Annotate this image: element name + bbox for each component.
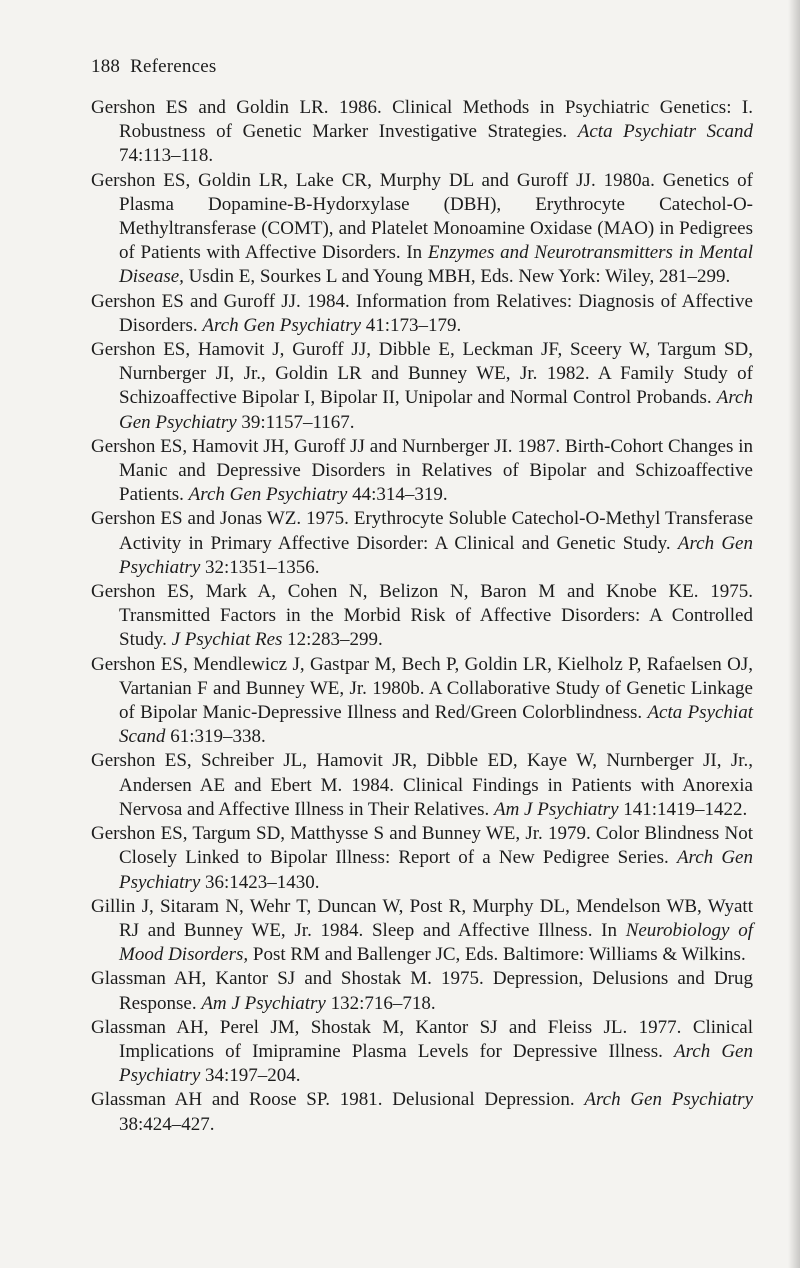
reference-entry (91, 653, 753, 750)
reference-text: Gershon ES and Guroff JJ. 1984. Information from Relatives: Diagnosis of Affective Disorders. (91, 290, 753, 336)
reference-entry (91, 290, 753, 338)
reference-text: Gershon ES and Goldin LR. 1986. Clinical Methods in Psychiatric Genetics: I. Robustness of Genetic Marker Investigative Strategies. (91, 97, 753, 143)
reference-citation: 12:283–299. (282, 629, 383, 651)
reference-journal: Arch Gen Psychiatry (119, 847, 753, 893)
reference-text: Glassman AH and Roose SP. 1981. Delusional Depression. (91, 1089, 585, 1111)
reference-journal: Arch Gen Psychiatry (119, 387, 753, 433)
page-edge-shadow (788, 0, 800, 1268)
reference-entry (91, 749, 753, 822)
reference-citation: 74:113–118. (119, 145, 214, 167)
reference-journal: Arch Gen Psychiatry (119, 1040, 753, 1087)
reference-text: Gershon ES, Targum SD, Matthysse S and Bunney WE, Jr. 1979. Color Blindness Not Closely Linked to Bipolar Illness: Report of a New Pedigree Series. (91, 823, 753, 869)
reference-citation: 132:716–718. (325, 992, 436, 1014)
reference-list (91, 96, 753, 1137)
reference-journal: Am J Psychiatry (201, 992, 326, 1014)
reference-entry (91, 580, 753, 653)
reference-journal: Arch Gen Psychiatry (119, 532, 753, 578)
reference-text: Gershon ES, Mendlewicz J, Gastpar M, Bech P, Goldin LR, Kielholz P, Rafaelsen OJ, Vartanian F and Bunney WE, Jr. 1980b. A Collaborative Study of Genetic Linkage of Bipolar Manic-Depressive Illness and Red/Green Colorblindness. (91, 653, 753, 724)
reference-text: Gershon ES, Hamovit J, Guroff JJ, Dibble E, Leckman JF, Sceery W, Targum SD, Nurnberger JI, Jr., Goldin LR and Bunney WE, Jr. 1982. A Family Study of Schizoaffective Bipolar I, Bipolar II, Unipolar and Normal Control Probands. (91, 339, 753, 409)
reference-journal: Acta Psychiat Scand (119, 702, 753, 748)
reference-citation: 36:1423–1430. (200, 871, 320, 893)
reference-text: Gershon ES, Goldin LR, Lake CR, Murphy DL and Guroff JJ. 1980a. Genetics of Plasma Dopamine-B-Hydorxylase (DBH), Erythrocyte Catechol-O-Methyltransferase (COMT), and Platelet Monoamine Oxidase (MAO) in Pedigrees of Patients with Affective Disorders. In (91, 169, 753, 264)
reference-entry (91, 96, 753, 169)
reference-text: Gershon ES, Schreiber JL, Hamovit JR, Dibble ED, Kaye W, Nurnberger JI, Jr., Andersen AE and Ebert M. 1984. Clinical Findings in Patients with Anorexia Nervosa and Affective Illness in Their Relatives. (91, 750, 753, 820)
reference-entry (91, 507, 753, 580)
reference-journal: Arch Gen Psychiatry (188, 484, 348, 506)
reference-text: Gillin J, Sitaram N, Wehr T, Duncan W, Post R, Murphy DL, Mendelson WB, Wyatt RJ and Bunney WE, Jr. 1984. Sleep and Affective Illness. In (91, 895, 753, 941)
reference-journal: Arch Gen Psychiatry (584, 1089, 753, 1111)
reference-citation: 41:173–179. (361, 314, 462, 336)
reference-citation: 38:424–427. (119, 1113, 215, 1135)
reference-entry (91, 1088, 753, 1136)
reference-journal: Neurobiology of Mood Disorders, (119, 919, 753, 966)
reference-citation: 141:1419–1422. (618, 798, 748, 820)
reference-entry (91, 822, 753, 895)
reference-text: Gershon ES and Jonas WZ. 1975. Erythrocyte Soluble Catechol-O-Methyl Transferase Activity in Primary Affective Disorder: A Clinical and Genetic Study. (91, 508, 753, 554)
reference-citation: Post RM and Ballenger JC, Eds. Baltimore: Williams & Wilkins. (248, 944, 746, 966)
reference-citation: 61:319–338. (165, 726, 266, 748)
section-title: References (130, 56, 217, 77)
reference-journal: Enzymes and Neurotransmitters in Mental Disease, (119, 242, 753, 288)
reference-entry (91, 895, 753, 968)
reference-entry (91, 169, 753, 290)
reference-citation: Usdin E, Sourkes L and Young MBH, Eds. New York: Wiley, 281–299. (183, 266, 731, 288)
reference-journal: Acta Psychiatr Scand (577, 121, 753, 143)
reference-text: Glassman AH, Kantor SJ and Shostak M. 1975. Depression, Delusions and Drug Response. (91, 968, 753, 1014)
reference-text: Gershon ES, Hamovit JH, Guroff JJ and Nurnberger JI. 1987. Birth-Cohort Changes in Manic and Depressive Disorders in Relatives of Bipolar and Schizoaffective Patients. (91, 435, 753, 506)
reference-journal: Am J Psychiatry (493, 798, 619, 820)
reference-entry (91, 338, 753, 435)
reference-citation: 44:314–319. (347, 484, 448, 506)
reference-citation: 39:1157–1167. (236, 411, 355, 433)
running-head (91, 56, 217, 78)
reference-citation: 32:1351–1356. (200, 556, 320, 578)
reference-entry (91, 435, 753, 508)
reference-entry (91, 967, 753, 1015)
reference-journal: J Psychiat Res (171, 629, 283, 651)
reference-journal: Arch Gen Psychiatry (202, 314, 362, 336)
page-number: 188 (91, 56, 121, 77)
reference-entry (91, 1016, 753, 1089)
reference-citation: 34:197–204. (200, 1065, 301, 1087)
reference-text: Gershon ES, Mark A, Cohen N, Belizon N, Baron M and Knobe KE. 1975. Transmitted Factors in the Morbid Risk of Affective Disorders: A Controlled Study. (91, 581, 753, 651)
reference-text: Glassman AH, Perel JM, Shostak M, Kantor SJ and Fleiss JL. 1977. Clinical Implications of Imipramine Plasma Levels for Depressive Illness. (91, 1016, 753, 1062)
